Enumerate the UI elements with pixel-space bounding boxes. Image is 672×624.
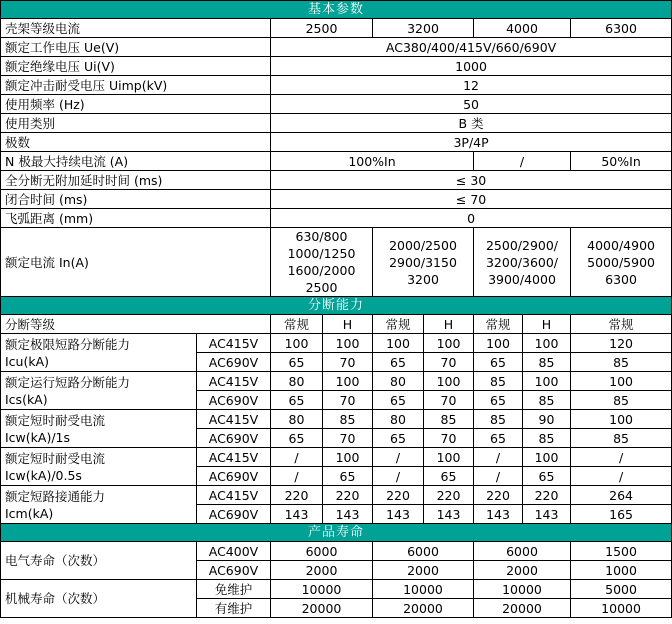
cell-line: 3900/4000 — [488, 271, 556, 287]
row-label: 额定电流 In(A) — [1, 228, 271, 297]
cell-line: 1000/1250 — [287, 246, 356, 261]
row-label — [1, 372, 197, 410]
value-cell: 90 — [523, 410, 571, 429]
row-label: 极数 — [1, 133, 271, 152]
value-cell: 65 — [373, 429, 424, 448]
value-cell: 143 — [373, 505, 424, 524]
value-cell: 3P/4P — [271, 133, 672, 152]
cell-line: 630/800 — [295, 229, 348, 244]
cell-line: 6300 — [605, 271, 637, 287]
row-label: 闭合时间 (ms) — [1, 190, 271, 209]
value-cell: 70 — [424, 429, 474, 448]
value-cell: 85 — [523, 353, 571, 372]
value-cell: H — [323, 315, 373, 334]
value-cell: 65 — [424, 467, 474, 486]
value-cell: 100 — [571, 410, 672, 429]
value-cell: 0 — [271, 209, 672, 228]
value-cell: 6000 — [474, 542, 571, 561]
value-cell: 70 — [424, 391, 474, 410]
value-cell: 85 — [474, 372, 523, 391]
cell-line: Ics(kA) — [5, 391, 48, 407]
value-cell: 85 — [523, 391, 571, 410]
value-cell: 65 — [523, 467, 571, 486]
value-cell: 143 — [323, 505, 373, 524]
value-cell: 70 — [323, 391, 373, 410]
row-sublabel: 有维护 — [197, 599, 271, 618]
row-sublabel: AC690V — [197, 561, 271, 580]
value-cell: 143 — [523, 505, 571, 524]
value-cell: 100%In — [271, 152, 474, 171]
row-sublabel: AC690V — [197, 467, 271, 486]
value-cell: / — [571, 448, 672, 467]
value-cell: 80 — [271, 410, 323, 429]
section-header-row — [1, 524, 672, 542]
cell-line: 额定短路接通能力 — [5, 488, 106, 504]
value-cell: 220 — [373, 486, 424, 505]
table-row — [1, 580, 672, 599]
value-cell: 100 — [523, 334, 571, 353]
row-sublabel: AC415V — [197, 334, 271, 353]
row-label: 飞弧距离 (mm) — [1, 209, 271, 228]
value-cell: 4000 — [474, 19, 571, 38]
cell-line: 2500 — [305, 280, 338, 295]
value-cell: H — [523, 315, 571, 334]
table-row — [1, 190, 672, 209]
row-label: 壳架等级电流 — [1, 19, 271, 38]
value-cell: 100 — [571, 372, 672, 391]
value-cell: 常规 — [271, 315, 323, 334]
cell-line: 1600/2000 — [287, 263, 356, 278]
row-sublabel: AC690V — [197, 353, 271, 372]
value-cell: 6300 — [571, 19, 672, 38]
value-cell: 80 — [271, 372, 323, 391]
value-cell: 100 — [424, 372, 474, 391]
cell-line: 3200/3600/ — [485, 254, 559, 270]
value-cell: AC380/400/415V/660/690V — [271, 38, 672, 57]
table-row — [1, 114, 672, 133]
table-row — [1, 38, 672, 57]
table-row — [1, 372, 672, 391]
value-cell: 65 — [373, 391, 424, 410]
value-cell: 85 — [571, 429, 672, 448]
table-row — [1, 410, 672, 429]
table-row — [1, 171, 672, 190]
value-cell: 70 — [323, 353, 373, 372]
table-row — [1, 152, 672, 171]
value-cell: 常规 — [373, 315, 424, 334]
row-label: 额定冲击耐受电压 Uimp(kV) — [1, 76, 271, 95]
value-cell: 65 — [323, 467, 373, 486]
row-sublabel: AC690V — [197, 429, 271, 448]
value-cell: 2500 — [271, 19, 373, 38]
cell-line: 额定短时耐受电流 — [5, 412, 106, 428]
row-label: 使用类别 — [1, 114, 271, 133]
row-label — [1, 486, 197, 524]
value-cell: 10000 — [373, 580, 474, 599]
value-cell: 1000 — [271, 57, 672, 76]
value-cell: 2000 — [373, 561, 474, 580]
value-cell: 65 — [474, 353, 523, 372]
section-header-row — [1, 297, 672, 315]
value-cell: 常规 — [571, 315, 672, 334]
row-sublabel: AC415V — [197, 486, 271, 505]
value-cell: / — [474, 448, 523, 467]
cell-line: 2500/2900/ — [485, 237, 559, 253]
table-row — [1, 542, 672, 561]
value-cell: 220 — [474, 486, 523, 505]
value-cell: 100 — [271, 334, 323, 353]
table-row — [1, 448, 672, 467]
value-cell: 常规 — [474, 315, 523, 334]
value-cell: 220 — [323, 486, 373, 505]
value-cell: 143 — [424, 505, 474, 524]
row-label: 电气寿命（次数） — [1, 542, 197, 580]
value-cell: 85 — [323, 410, 373, 429]
row-sublabel: AC690V — [197, 505, 271, 524]
value-cell — [571, 228, 672, 297]
cell-line: 额定极限短路分断能力 — [5, 336, 131, 352]
value-cell: 80 — [373, 410, 424, 429]
table-row — [1, 334, 672, 353]
value-cell: 10000 — [571, 599, 672, 618]
table-row — [1, 486, 672, 505]
row-label: 额定工作电压 Ue(V) — [1, 38, 271, 57]
value-cell — [271, 228, 373, 297]
value-cell: 100 — [523, 372, 571, 391]
row-sublabel: AC400V — [197, 542, 271, 561]
value-cell: 20000 — [271, 599, 373, 618]
table-row — [1, 228, 672, 297]
cell-line: Icw(kA)/0.5s — [5, 467, 82, 483]
value-cell: 6000 — [373, 542, 474, 561]
row-label — [1, 448, 197, 486]
row-label — [1, 334, 197, 372]
value-cell: 20000 — [474, 599, 571, 618]
table-row — [1, 315, 672, 334]
value-cell: 85 — [523, 429, 571, 448]
value-cell: 70 — [424, 353, 474, 372]
value-cell: / — [373, 448, 424, 467]
value-cell: 143 — [271, 505, 323, 524]
value-cell: 65 — [474, 429, 523, 448]
value-cell: 5000 — [571, 580, 672, 599]
value-cell: 1500 — [571, 542, 672, 561]
value-cell: / — [271, 467, 323, 486]
row-sublabel: AC415V — [197, 410, 271, 429]
value-cell: H — [424, 315, 474, 334]
cell-line: Icu(kA) — [5, 353, 50, 369]
value-cell: 3200 — [373, 19, 474, 38]
value-cell: 165 — [571, 505, 672, 524]
value-cell: 10000 — [474, 580, 571, 599]
section-header: 基本参数 — [1, 1, 672, 19]
value-cell: 100 — [323, 448, 373, 467]
value-cell: 264 — [571, 486, 672, 505]
value-cell: ≤ 30 — [271, 171, 672, 190]
value-cell: 2000 — [271, 561, 373, 580]
value-cell: 65 — [373, 353, 424, 372]
row-sublabel: 免维护 — [197, 580, 271, 599]
value-cell: 100 — [424, 334, 474, 353]
value-cell: 65 — [271, 353, 323, 372]
table-row — [1, 76, 672, 95]
row-sublabel: AC415V — [197, 372, 271, 391]
value-cell: 85 — [474, 410, 523, 429]
value-cell: 50%In — [571, 152, 672, 171]
value-cell: / — [571, 467, 672, 486]
table-body — [1, 1, 672, 618]
value-cell: 120 — [571, 334, 672, 353]
value-cell: / — [474, 467, 523, 486]
value-cell: 10000 — [271, 580, 373, 599]
value-cell: 65 — [271, 391, 323, 410]
table-row — [1, 133, 672, 152]
value-cell: 65 — [271, 429, 323, 448]
table-row — [1, 95, 672, 114]
value-cell: 1000 — [571, 561, 672, 580]
cell-line: Icm(kA) — [5, 505, 54, 521]
row-label: 使用频率 (Hz) — [1, 95, 271, 114]
row-label: 额定绝缘电压 Ui(V) — [1, 57, 271, 76]
row-label: N 极最大持续电流 (A) — [1, 152, 271, 171]
cell-line: Icw(kA)/1s — [5, 429, 71, 445]
row-sublabel: AC415V — [197, 448, 271, 467]
value-cell: 50 — [271, 95, 672, 114]
row-label: 分断等级 — [1, 315, 271, 334]
value-cell: / — [474, 152, 571, 171]
value-cell: 100 — [474, 334, 523, 353]
value-cell — [373, 228, 474, 297]
value-cell: 220 — [523, 486, 571, 505]
value-cell: 220 — [424, 486, 474, 505]
value-cell: 85 — [571, 391, 672, 410]
cell-line: 3200 — [407, 271, 439, 287]
value-cell: 70 — [323, 429, 373, 448]
value-cell: 65 — [474, 391, 523, 410]
value-cell: 12 — [271, 76, 672, 95]
row-label — [1, 410, 197, 448]
value-cell: ≤ 70 — [271, 190, 672, 209]
value-cell: B 类 — [271, 114, 672, 133]
value-cell: 220 — [271, 486, 323, 505]
cell-line: 2900/3150 — [389, 254, 457, 270]
value-cell: 100 — [323, 372, 373, 391]
value-cell: 85 — [571, 353, 672, 372]
value-cell: 6000 — [271, 542, 373, 561]
section-header-row — [1, 1, 672, 19]
row-sublabel: AC690V — [197, 391, 271, 410]
value-cell: / — [373, 467, 424, 486]
value-cell — [474, 228, 571, 297]
row-label: 机械寿命（次数） — [1, 580, 197, 618]
value-cell: 80 — [373, 372, 424, 391]
value-cell: 2000 — [474, 561, 571, 580]
value-cell: 143 — [474, 505, 523, 524]
value-cell: 85 — [424, 410, 474, 429]
cell-line: 额定短时耐受电流 — [5, 450, 106, 466]
table-row — [1, 19, 672, 38]
section-header: 产品寿命 — [1, 524, 672, 542]
value-cell: 100 — [323, 334, 373, 353]
cell-line: 额定运行短路分断能力 — [5, 374, 131, 390]
section-header: 分断能力 — [1, 297, 672, 315]
cell-line: 5000/5900 — [587, 254, 655, 270]
value-cell: 100 — [424, 448, 474, 467]
cell-line: 2000/2500 — [389, 237, 457, 253]
cell-line: 4000/4900 — [587, 237, 655, 253]
row-label: 全分断无附加延时时间 (ms) — [1, 171, 271, 190]
value-cell: 20000 — [373, 599, 474, 618]
value-cell: 100 — [523, 448, 571, 467]
value-cell: 100 — [373, 334, 424, 353]
table-row — [1, 57, 672, 76]
value-cell: / — [271, 448, 323, 467]
table-row — [1, 209, 672, 228]
